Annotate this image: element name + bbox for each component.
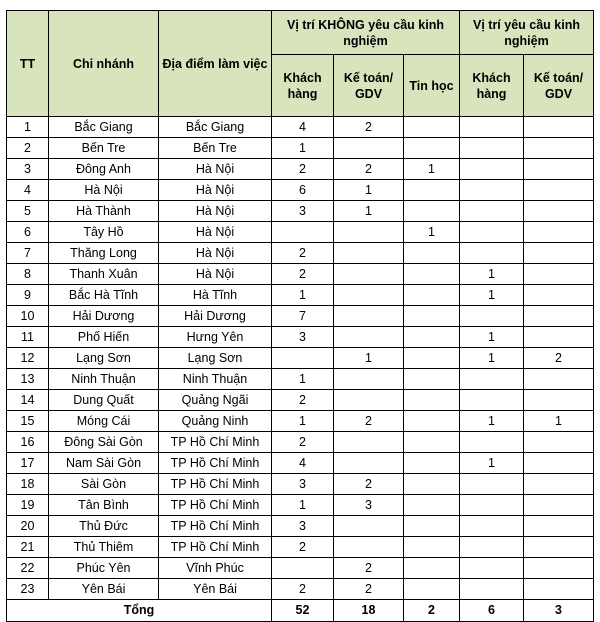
cell-accountant-exp: [524, 369, 594, 390]
cell-tt: 6: [7, 222, 49, 243]
cell-customer-exp: [460, 537, 524, 558]
cell-location: TP Hồ Chí Minh: [159, 453, 272, 474]
cell-branch: Móng Cái: [49, 411, 159, 432]
table-row: [7, 579, 594, 600]
cell-customer-exp: [460, 138, 524, 159]
cell-customer-no-exp: 2: [272, 390, 334, 411]
cell-customer-exp: [460, 243, 524, 264]
cell-it-no-exp: [404, 537, 460, 558]
table-row: [7, 369, 594, 390]
cell-tt: 10: [7, 306, 49, 327]
cell-it-no-exp: [404, 432, 460, 453]
cell-customer-no-exp: 2: [272, 579, 334, 600]
header-group-experience: Vị trí yêu cầu kinh nghiệm: [460, 11, 594, 55]
cell-tt: 8: [7, 264, 49, 285]
cell-branch: Thủ Đức: [49, 516, 159, 537]
cell-location: Yên Bái: [159, 579, 272, 600]
cell-accountant-exp: [524, 537, 594, 558]
recruitment-table: [6, 10, 594, 622]
cell-accountant-no-exp: [334, 243, 404, 264]
cell-it-no-exp: [404, 390, 460, 411]
cell-it-no-exp: 1: [404, 222, 460, 243]
cell-customer-no-exp: 2: [272, 537, 334, 558]
cell-accountant-no-exp: [334, 264, 404, 285]
cell-accountant-exp: [524, 327, 594, 348]
cell-customer-exp: 1: [460, 264, 524, 285]
cell-branch: Dung Quất: [49, 390, 159, 411]
cell-customer-no-exp: 2: [272, 432, 334, 453]
cell-accountant-exp: [524, 453, 594, 474]
table-row: [7, 537, 594, 558]
cell-branch: Nam Sài Gòn: [49, 453, 159, 474]
cell-customer-no-exp: 1: [272, 285, 334, 306]
cell-customer-no-exp: [272, 558, 334, 579]
cell-location: Hưng Yên: [159, 327, 272, 348]
cell-branch: Hà Thành: [49, 201, 159, 222]
header-tt: TT: [7, 11, 49, 117]
cell-location: Hà Nội: [159, 264, 272, 285]
cell-location: Hà Nội: [159, 180, 272, 201]
cell-location: TP Hồ Chí Minh: [159, 516, 272, 537]
cell-it-no-exp: [404, 327, 460, 348]
cell-it-no-exp: 1: [404, 159, 460, 180]
cell-customer-no-exp: 2: [272, 159, 334, 180]
total-accountant-no-exp: 18: [334, 600, 404, 622]
header-customer-no-exp: Khách hàng: [272, 55, 334, 117]
cell-it-no-exp: [404, 411, 460, 432]
cell-customer-no-exp: 2: [272, 243, 334, 264]
cell-tt: 17: [7, 453, 49, 474]
cell-branch: Thủ Thiêm: [49, 537, 159, 558]
cell-accountant-no-exp: 1: [334, 201, 404, 222]
cell-branch: Lạng Sơn: [49, 348, 159, 369]
table-row: [7, 285, 594, 306]
cell-accountant-exp: [524, 285, 594, 306]
cell-branch: Bắc Giang: [49, 117, 159, 138]
cell-branch: Ninh Thuận: [49, 369, 159, 390]
table-row: [7, 264, 594, 285]
cell-tt: 15: [7, 411, 49, 432]
cell-location: Hà Tĩnh: [159, 285, 272, 306]
table-row: [7, 474, 594, 495]
cell-accountant-exp: [524, 474, 594, 495]
cell-accountant-exp: [524, 201, 594, 222]
header-group-no-experience: Vị trí KHÔNG yêu cầu kinh nghiệm: [272, 11, 460, 55]
cell-accountant-no-exp: [334, 138, 404, 159]
cell-it-no-exp: [404, 243, 460, 264]
cell-location: TP Hồ Chí Minh: [159, 537, 272, 558]
cell-customer-exp: [460, 306, 524, 327]
cell-accountant-exp: 1: [524, 411, 594, 432]
cell-tt: 3: [7, 159, 49, 180]
cell-branch: Tân Bình: [49, 495, 159, 516]
table-body: [7, 117, 594, 600]
cell-branch: Yên Bái: [49, 579, 159, 600]
cell-customer-exp: [460, 558, 524, 579]
cell-tt: 7: [7, 243, 49, 264]
cell-accountant-no-exp: 2: [334, 558, 404, 579]
cell-accountant-exp: [524, 558, 594, 579]
cell-tt: 19: [7, 495, 49, 516]
cell-location: Hà Nội: [159, 159, 272, 180]
cell-customer-no-exp: 4: [272, 117, 334, 138]
cell-it-no-exp: [404, 495, 460, 516]
table-row: [7, 390, 594, 411]
total-it-no-exp: 2: [404, 600, 460, 622]
cell-tt: 9: [7, 285, 49, 306]
header-it-no-exp: Tin học: [404, 55, 460, 117]
cell-accountant-exp: [524, 306, 594, 327]
cell-tt: 14: [7, 390, 49, 411]
cell-accountant-exp: [524, 243, 594, 264]
cell-accountant-exp: [524, 117, 594, 138]
table-row: [7, 222, 594, 243]
table-row: [7, 516, 594, 537]
cell-customer-exp: [460, 201, 524, 222]
total-accountant-exp: 3: [524, 600, 594, 622]
cell-customer-exp: 1: [460, 285, 524, 306]
cell-location: Bắc Giang: [159, 117, 272, 138]
cell-location: TP Hồ Chí Minh: [159, 495, 272, 516]
cell-customer-exp: [460, 117, 524, 138]
cell-customer-no-exp: 3: [272, 516, 334, 537]
cell-customer-exp: [460, 432, 524, 453]
cell-customer-exp: [460, 579, 524, 600]
cell-accountant-exp: [524, 432, 594, 453]
cell-location: Quảng Ngãi: [159, 390, 272, 411]
cell-accountant-no-exp: 2: [334, 117, 404, 138]
cell-accountant-no-exp: 2: [334, 159, 404, 180]
total-customer-no-exp: 52: [272, 600, 334, 622]
cell-it-no-exp: [404, 516, 460, 537]
cell-customer-exp: [460, 369, 524, 390]
cell-accountant-exp: [524, 516, 594, 537]
cell-branch: Đông Anh: [49, 159, 159, 180]
cell-tt: 23: [7, 579, 49, 600]
cell-accountant-exp: [524, 138, 594, 159]
table-row: [7, 558, 594, 579]
cell-branch: Đông Sài Gòn: [49, 432, 159, 453]
cell-customer-no-exp: 3: [272, 201, 334, 222]
table-row: [7, 327, 594, 348]
cell-customer-no-exp: 1: [272, 138, 334, 159]
cell-location: Quảng Ninh: [159, 411, 272, 432]
cell-location: Lạng Sơn: [159, 348, 272, 369]
cell-it-no-exp: [404, 138, 460, 159]
cell-accountant-exp: [524, 159, 594, 180]
cell-customer-exp: [460, 180, 524, 201]
cell-accountant-no-exp: [334, 222, 404, 243]
cell-accountant-exp: [524, 390, 594, 411]
cell-tt: 20: [7, 516, 49, 537]
cell-customer-exp: [460, 222, 524, 243]
cell-it-no-exp: [404, 474, 460, 495]
cell-accountant-exp: [524, 264, 594, 285]
cell-it-no-exp: [404, 348, 460, 369]
cell-customer-exp: 1: [460, 327, 524, 348]
table-row: [7, 243, 594, 264]
cell-accountant-exp: [524, 222, 594, 243]
table-row: [7, 432, 594, 453]
cell-accountant-no-exp: 3: [334, 495, 404, 516]
table-row: [7, 495, 594, 516]
table-row: [7, 180, 594, 201]
cell-tt: 16: [7, 432, 49, 453]
cell-location: Hà Nội: [159, 222, 272, 243]
cell-accountant-no-exp: [334, 285, 404, 306]
header-accountant-no-exp: Kế toán/ GDV: [334, 55, 404, 117]
cell-customer-exp: 1: [460, 348, 524, 369]
cell-branch: Tây Hồ: [49, 222, 159, 243]
cell-accountant-no-exp: [334, 453, 404, 474]
table-row: [7, 411, 594, 432]
cell-branch: Phúc Yên: [49, 558, 159, 579]
header-branch: Chi nhánh: [49, 11, 159, 117]
totals-label: Tổng: [7, 600, 272, 622]
cell-branch: Hà Nội: [49, 180, 159, 201]
cell-customer-exp: 1: [460, 411, 524, 432]
cell-accountant-no-exp: [334, 516, 404, 537]
cell-customer-exp: [460, 495, 524, 516]
cell-accountant-exp: [524, 495, 594, 516]
table-row: [7, 117, 594, 138]
cell-it-no-exp: [404, 180, 460, 201]
cell-tt: 4: [7, 180, 49, 201]
cell-accountant-no-exp: [334, 537, 404, 558]
table-row: [7, 348, 594, 369]
header-accountant-exp: Kế toán/ GDV: [524, 55, 594, 117]
cell-branch: Thanh Xuân: [49, 264, 159, 285]
cell-tt: 18: [7, 474, 49, 495]
cell-customer-exp: [460, 474, 524, 495]
table-row: [7, 306, 594, 327]
cell-customer-no-exp: 2: [272, 264, 334, 285]
cell-accountant-no-exp: [334, 306, 404, 327]
cell-branch: Thăng Long: [49, 243, 159, 264]
cell-location: Bến Tre: [159, 138, 272, 159]
cell-tt: 12: [7, 348, 49, 369]
cell-it-no-exp: [404, 453, 460, 474]
cell-customer-exp: [460, 516, 524, 537]
cell-location: Vĩnh Phúc: [159, 558, 272, 579]
cell-customer-no-exp: 7: [272, 306, 334, 327]
cell-location: Ninh Thuận: [159, 369, 272, 390]
cell-tt: 1: [7, 117, 49, 138]
cell-branch: Bắc Hà Tĩnh: [49, 285, 159, 306]
cell-it-no-exp: [404, 369, 460, 390]
cell-tt: 13: [7, 369, 49, 390]
cell-it-no-exp: [404, 306, 460, 327]
cell-accountant-no-exp: 2: [334, 579, 404, 600]
cell-tt: 2: [7, 138, 49, 159]
header-location: Địa điểm làm việc: [159, 11, 272, 117]
table-row: [7, 138, 594, 159]
cell-accountant-exp: [524, 180, 594, 201]
cell-accountant-no-exp: 1: [334, 348, 404, 369]
cell-customer-exp: [460, 159, 524, 180]
cell-customer-no-exp: 6: [272, 180, 334, 201]
header-customer-exp: Khách hàng: [460, 55, 524, 117]
cell-customer-no-exp: 1: [272, 369, 334, 390]
cell-accountant-exp: [524, 579, 594, 600]
cell-it-no-exp: [404, 579, 460, 600]
cell-location: Hải Dương: [159, 306, 272, 327]
cell-branch: Bến Tre: [49, 138, 159, 159]
cell-tt: 21: [7, 537, 49, 558]
cell-tt: 5: [7, 201, 49, 222]
cell-it-no-exp: [404, 285, 460, 306]
cell-customer-no-exp: 3: [272, 327, 334, 348]
cell-tt: 22: [7, 558, 49, 579]
cell-accountant-no-exp: [334, 390, 404, 411]
cell-location: TP Hồ Chí Minh: [159, 432, 272, 453]
table-row: [7, 201, 594, 222]
cell-customer-no-exp: 4: [272, 453, 334, 474]
cell-location: TP Hồ Chí Minh: [159, 474, 272, 495]
cell-it-no-exp: [404, 201, 460, 222]
cell-tt: 11: [7, 327, 49, 348]
cell-location: Hà Nội: [159, 201, 272, 222]
cell-accountant-no-exp: [334, 327, 404, 348]
cell-customer-no-exp: 3: [272, 474, 334, 495]
cell-accountant-no-exp: 1: [334, 180, 404, 201]
cell-branch: Phố Hiến: [49, 327, 159, 348]
cell-it-no-exp: [404, 117, 460, 138]
cell-customer-exp: [460, 390, 524, 411]
cell-customer-exp: 1: [460, 453, 524, 474]
table-row: [7, 453, 594, 474]
cell-accountant-exp: 2: [524, 348, 594, 369]
cell-accountant-no-exp: [334, 369, 404, 390]
cell-branch: Sài Gòn: [49, 474, 159, 495]
cell-location: Hà Nội: [159, 243, 272, 264]
cell-customer-no-exp: [272, 222, 334, 243]
totals-row: [7, 600, 594, 622]
cell-accountant-no-exp: 2: [334, 474, 404, 495]
cell-customer-no-exp: 1: [272, 411, 334, 432]
cell-branch: Hải Dương: [49, 306, 159, 327]
cell-it-no-exp: [404, 558, 460, 579]
cell-customer-no-exp: [272, 348, 334, 369]
cell-it-no-exp: [404, 264, 460, 285]
table-row: [7, 159, 594, 180]
cell-accountant-no-exp: 2: [334, 411, 404, 432]
cell-customer-no-exp: 1: [272, 495, 334, 516]
total-customer-exp: 6: [460, 600, 524, 622]
cell-accountant-no-exp: [334, 432, 404, 453]
